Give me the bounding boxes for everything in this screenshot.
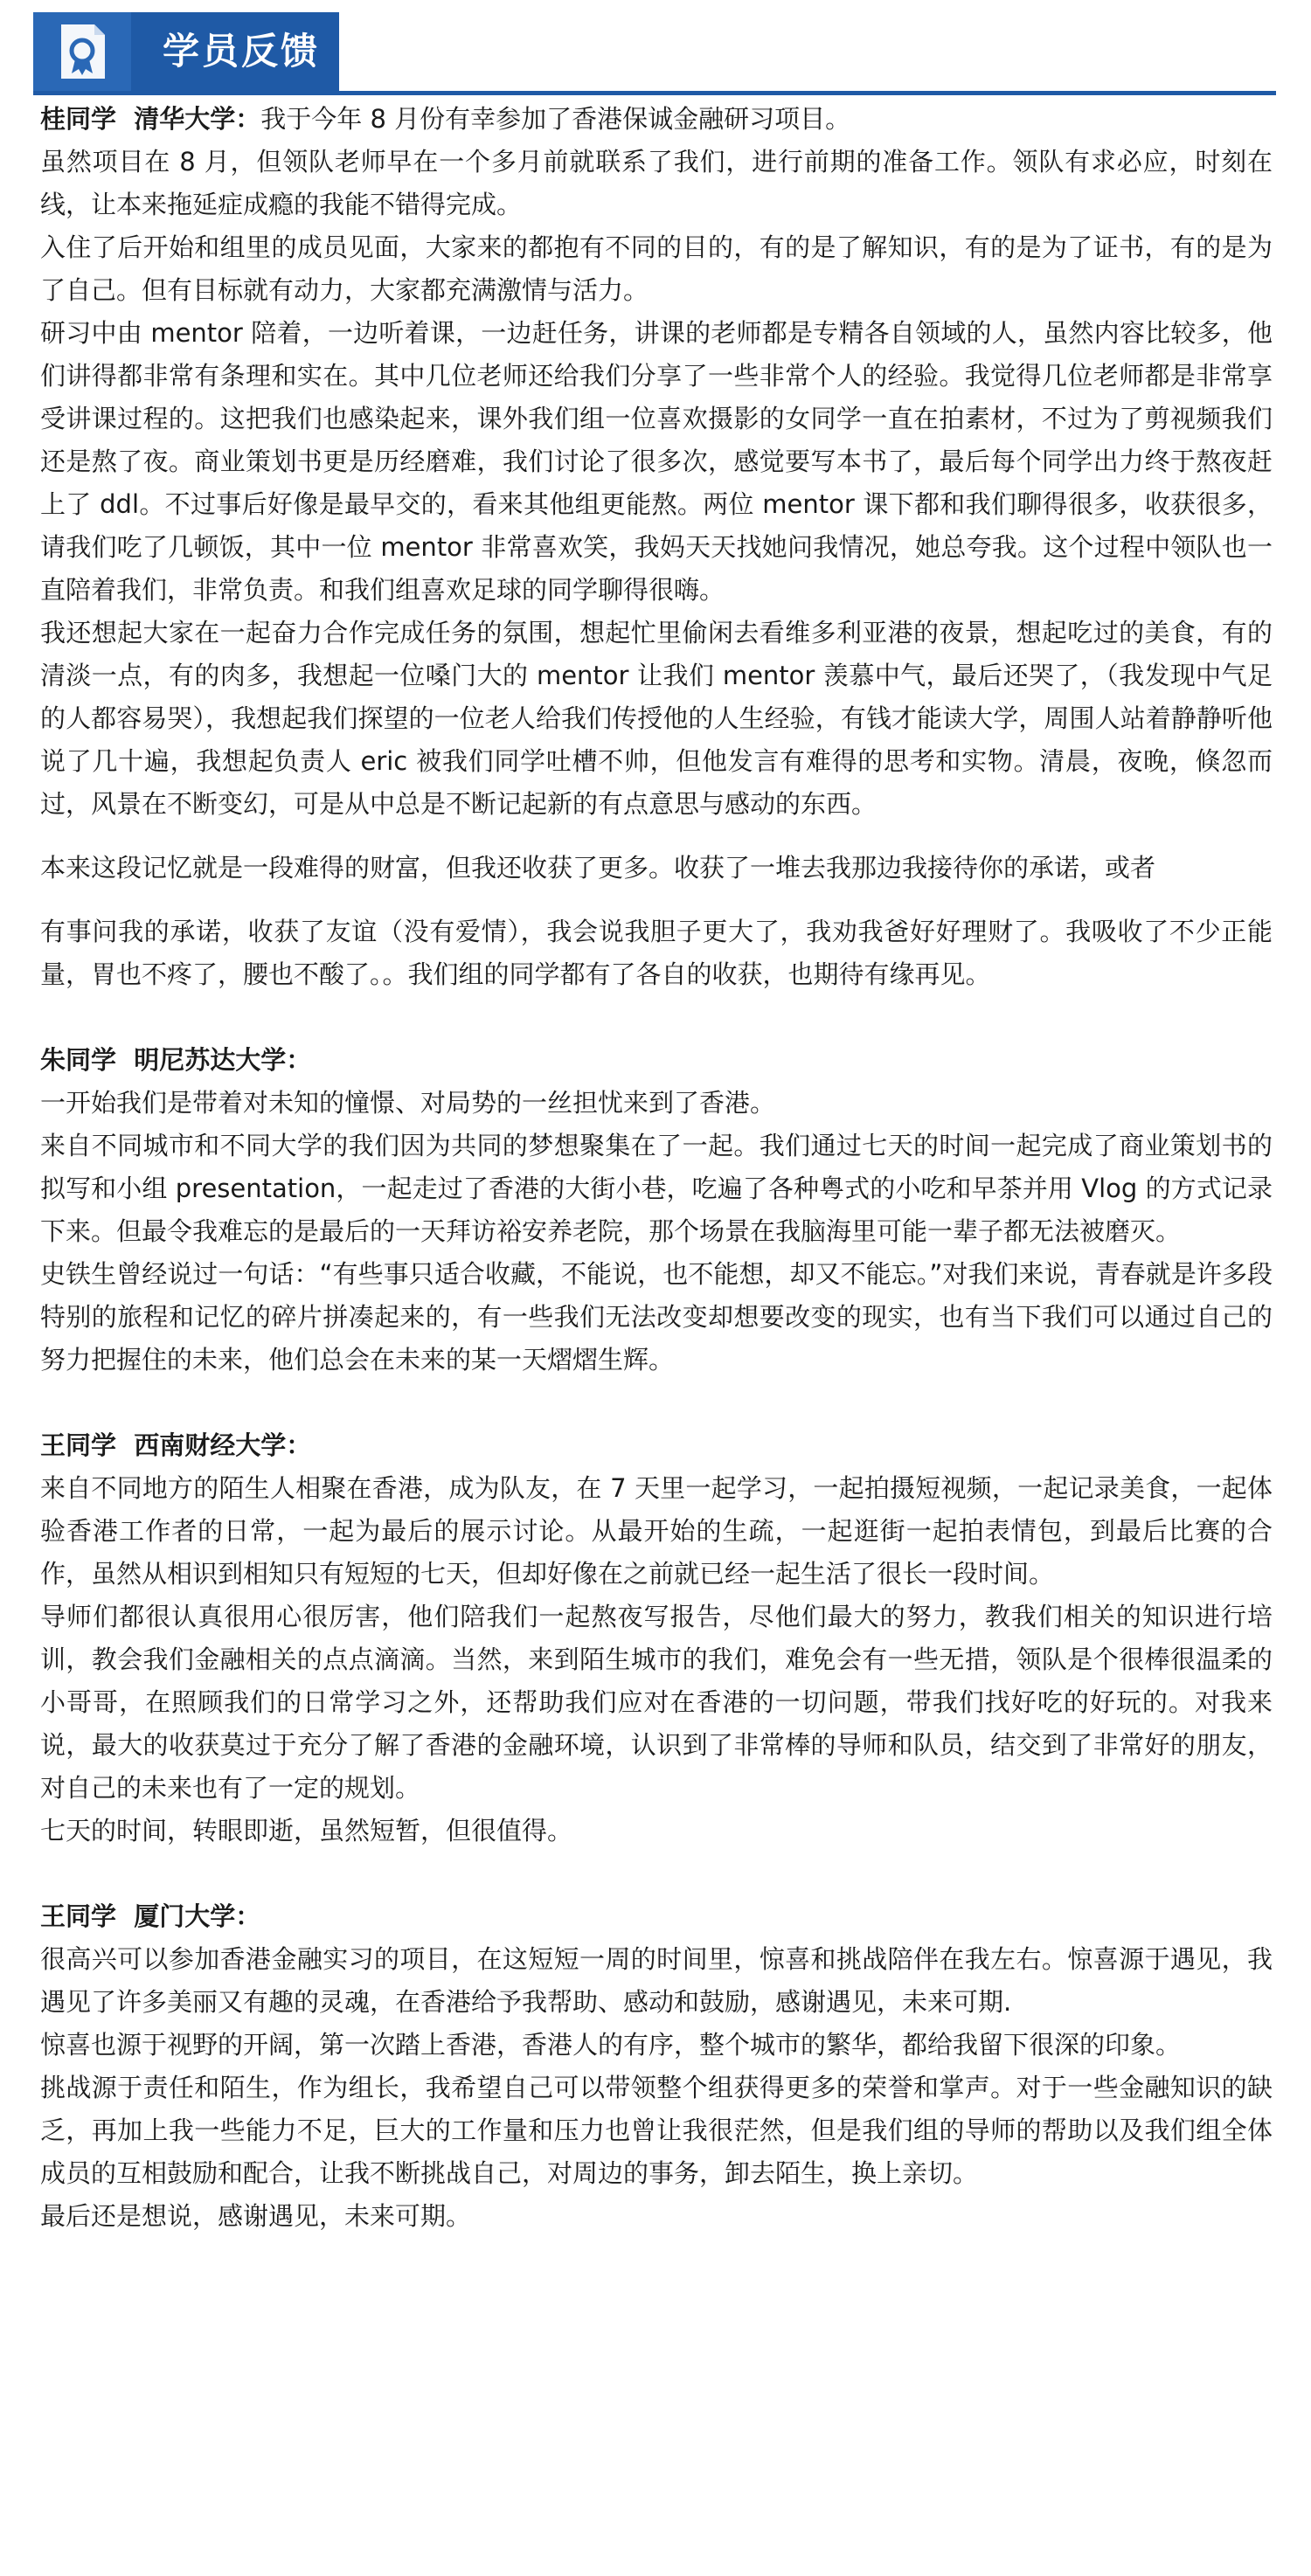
feedback-paragraph: 来自不同地方的陌生人相聚在香港，成为队友，在 7 天里一起学习，一起拍摄短视频，一起记录美食，一起体验香港工作者的日常，一起为最后的展示讨论。从最开始的生疏，一起逛街一起拍表情包，到最后比赛的合作，虽然从相识到相知只有短短的七天，但却好像在之前就已经一起生活了很长一段时间。 xyxy=(40,1473,1273,1589)
feedback-paragraph: 七天的时间，转眼即逝，虽然短暂，但很值得。 xyxy=(40,1816,573,1845)
feedback-paragraph: 入住了后开始和组里的成员见面，大家来的都抱有不同的目的，有的是了解知识，有的是为了证书，有的是为了自己。但有目标就有动力，大家都充满激情与活力。 xyxy=(40,232,1273,305)
feedback-paragraph: 导师们都很认真很用心很厉害，他们陪我们一起熬夜写报告，尽他们最大的努力，教我们相关的知识进行培训，教会我们金融相关的点点滴滴。当然，来到陌生城市的我们，难免会有一些无措，领队是个很棒很温柔的小哥哥，在照顾我们的日常学习之外，还帮助我们应对在香港的一切问题，带我们找好吃的好玩的。对我来说，最大的收获莫过于充分了解了香港的金融环境，认识到了非常棒的导师和队员，结交到了非常好的朋友，对自己的未来也有了一定的规划。 xyxy=(40,1602,1273,1803)
student-school: 厦门大学： xyxy=(134,1901,261,1931)
student-name: 桂同学 xyxy=(40,104,117,134)
student-school: 清华大学： xyxy=(134,104,261,134)
award-ribbon-icon xyxy=(49,21,115,82)
feedback-paragraph: 挑战源于责任和陌生，作为组长，我希望自己可以带领整个组获得更多的荣誉和掌声。对于一些金融知识的缺乏，再加上我一些能力不足，巨大的工作量和压力也曾让我很茫然，但是我们组的导师的帮助以及我们组全体成员的互相鼓励和配合，让我不断挑战自己，对周边的事务，卸去陌生，换上亲切。 xyxy=(40,2073,1273,2188)
feedback-paragraph: 一开始我们是带着对未知的憧憬、对局势的一丝担忧来到了香港。 xyxy=(40,1088,776,1118)
feedback-heading-line xyxy=(40,98,1273,141)
header-icon-box xyxy=(33,12,131,91)
feedback-section-4 xyxy=(40,1895,1273,2238)
feedback-first-line: 我于今年 8 月份有幸参加了香港保诚金融研习项目。 xyxy=(260,104,851,134)
feedback-heading-line xyxy=(40,1424,1273,1467)
feedback-section-3 xyxy=(40,1424,1273,1852)
student-name: 王同学 xyxy=(40,1901,117,1931)
feedback-paragraph: 我还想起大家在一起奋力合作完成任务的氛围，想起忙里偷闲去看维多利亚港的夜景，想起吃过的美食，有的清淡一点，有的肉多，我想起一位嗓门大的 mentor 让我们 mentor 羡慕中气，最后还哭了，（我发现中气足的人都容易哭），我想起我们探望的一位老人给我们传授他的人生经验，有钱才能读大学，周围人站着静静听他说了几十遍，我想起负责人 eric 被我们同学吐槽不帅，但他发言有难得的思考和实物。清晨，夜晚，倏忽而过，风景在不断变幻，可是从中总是不断记起新的有点意思与感动的东西。 xyxy=(40,618,1273,819)
student-school: 西南财经大学： xyxy=(134,1430,312,1460)
feedback-paragraph: 本来这段记忆就是一段难得的财富，但我还收获了更多。收获了一堆去我那边我接待你的承诺，或者 xyxy=(40,853,1156,883)
feedback-heading-line xyxy=(40,1039,1273,1082)
feedback-section-1 xyxy=(40,98,1273,996)
feedback-paragraph: 来自不同城市和不同大学的我们因为共同的梦想聚集在了一起。我们通过七天的时间一起完成了商业策划书的拟写和小组 presentation，一起走过了香港的大街小巷，吃遍了各种粤式的小吃和早茶并用 Vlog 的方式记录下来。但最令我难忘的是最后的一天拜访裕安养老院，那个场景在我脑海里可能一辈子都无法被磨灭。 xyxy=(40,1131,1273,1246)
feedback-paragraph: 虽然项目在 8 月，但领队老师早在一个多月前就联系了我们，进行前期的准备工作。领队有求必应，时刻在线，让本来拖延症成瘾的我能不错得完成。 xyxy=(40,147,1273,219)
header-underline xyxy=(33,91,1276,95)
feedback-paragraph: 有事问我的承诺，收获了友谊（没有爱情），我会说我胆子更大了，我劝我爸好好理财了。我吸收了不少正能量，胃也不疼了，腰也不酸了。。我们组的同学都有了各自的收获，也期待有缘再见。 xyxy=(40,917,1273,989)
feedback-section-2 xyxy=(40,1039,1273,1381)
feedback-paragraph: 研习中由 mentor 陪着，一边听着课，一边赶任务，讲课的老师都是专精各自领域的人，虽然内容比较多，他们讲得都非常有条理和实在。其中几位老师还给我们分享了一些非常个人的经验。我觉得几位老师都是非常享受讲课过程的。这把我们也感染起来，课外我们组一位喜欢摄影的女同学一直在拍素材，不过为了剪视频我们还是熬了夜。商业策划书更是历经磨难，我们讨论了很多次，感觉要写本书了，最后每个同学出力终于熬夜赶上了 ddl。不过事后好像是最早交的，看来其他组更能熬。两位 mentor 课下都和我们聊得很多，收获很多，请我们吃了几顿饭，其中一位 mentor 非常喜欢笑，我妈天天找她问我情况，她总夸我。这个过程中领队也一直陪着我们，非常负责。和我们组喜欢足球的同学聊得很嗨。 xyxy=(40,318,1273,605)
feedback-paragraph: 惊喜也源于视野的开阔，第一次踏上香港，香港人的有序，整个城市的繁华，都给我留下很深的印象。 xyxy=(40,2030,1182,2060)
feedback-paragraph: 史铁生曾经说过一句话：“有些事只适合收藏，不能说，也不能想，却又不能忘。”对我们来说，青春就是许多段特别的旅程和记忆的碎片拼凑起来的，有一些我们无法改变却想要改变的现实，也有当下我们可以通过自己的努力把握住的未来，他们总会在未来的某一天熠熠生辉。 xyxy=(40,1259,1273,1375)
header-bar xyxy=(33,12,339,91)
page-title: 学员反馈 xyxy=(163,30,321,73)
section-header xyxy=(33,12,1276,93)
feedback-content xyxy=(40,98,1273,2238)
feedback-heading-line xyxy=(40,1895,1273,1938)
feedback-paragraph: 最后还是想说，感谢遇见，未来可期。 xyxy=(40,2201,472,2231)
feedback-paragraph: 很高兴可以参加香港金融实习的项目，在这短短一周的时间里，惊喜和挑战陪伴在我左右。惊喜源于遇见，我遇见了许多美丽又有趣的灵魂，在香港给予我帮助、感动和鼓励，感谢遇见，未来可期. xyxy=(40,1944,1273,2017)
student-name: 王同学 xyxy=(40,1430,117,1460)
student-name: 朱同学 xyxy=(40,1045,117,1075)
student-school: 明尼苏达大学： xyxy=(134,1045,312,1075)
